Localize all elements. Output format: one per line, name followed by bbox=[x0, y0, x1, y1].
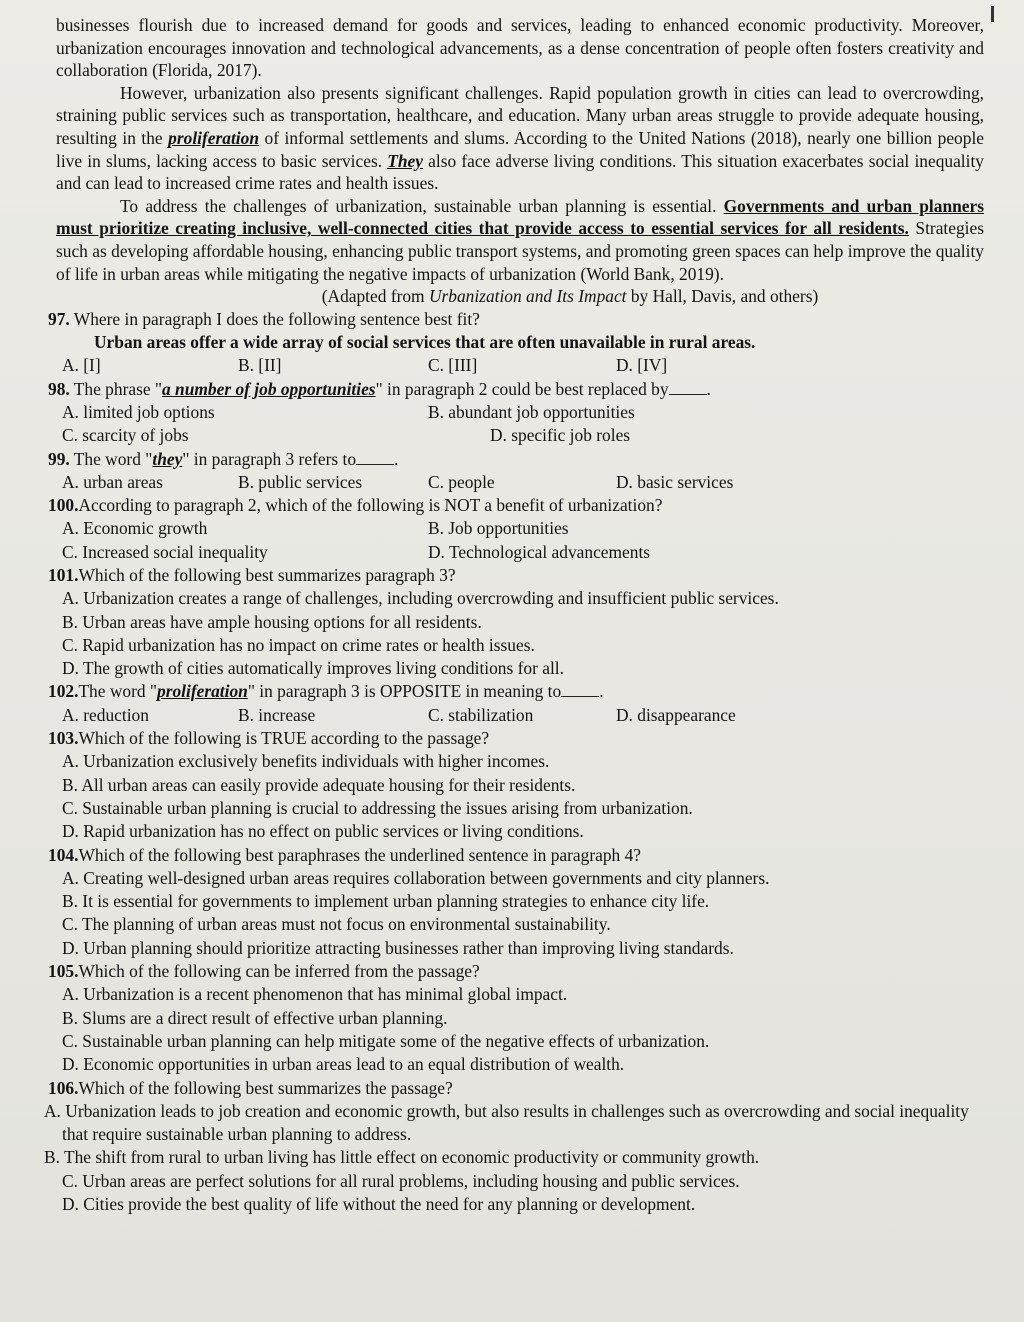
question-98 bbox=[48, 378, 984, 448]
q102-blank bbox=[561, 682, 599, 697]
question-101 bbox=[48, 564, 984, 680]
p2-line-2: Moreover, urbanization encourages innovation and technological advancements, as a dense concentration of people bbox=[56, 15, 984, 58]
p3-proliferation: proliferation bbox=[168, 127, 259, 148]
p4-text-a: To address the challenges of urbanization, sustainable urban planning is essential. bbox=[120, 195, 724, 216]
q106-option-b[interactable]: B. The shift from rural to urban living has little effect on economic productivity or community growth. bbox=[44, 1147, 760, 1168]
q99-blank bbox=[356, 450, 394, 465]
q98-option-c[interactable]: C. scarcity of jobs bbox=[62, 425, 189, 446]
p4-underlined-sentence: Governments and urban planners must prioritize creating inclusive, well-connected cities that provide access to essential services for all residents. bbox=[56, 195, 985, 239]
q97-option-c[interactable]: C. [III] bbox=[428, 355, 478, 376]
q99-stem-b: " in paragraph 3 refers to bbox=[182, 448, 357, 469]
q98-option-d[interactable]: D. specific job roles bbox=[490, 425, 631, 446]
p2-line-3: often fosters creativity and collaboration (Florida, 2017). bbox=[56, 37, 985, 81]
q106-options bbox=[44, 1100, 984, 1216]
q102-options bbox=[62, 704, 984, 727]
passage-source bbox=[156, 285, 984, 308]
pen-mark bbox=[991, 6, 994, 22]
q103-option-c[interactable]: C. Sustainable urban planning is crucial to addressing the issues arising from urbanization. bbox=[62, 797, 693, 818]
q99-stem-end: . bbox=[394, 448, 399, 469]
q98-options-row-1 bbox=[62, 401, 984, 424]
q102-option-d[interactable]: D. disappearance bbox=[616, 704, 736, 725]
q104-options bbox=[62, 867, 984, 960]
q105-option-c[interactable]: C. Sustainable urban planning can help mitigate some of the negative effects of urbanization. bbox=[62, 1030, 710, 1051]
q98-option-b[interactable]: B. abundant job opportunities bbox=[428, 401, 635, 422]
q101-option-c[interactable]: C. Rapid urbanization has no impact on crime rates or health issues. bbox=[62, 634, 535, 655]
q97-option-d[interactable]: D. [IV] bbox=[616, 355, 668, 376]
q105-options bbox=[62, 983, 984, 1076]
q100-option-c[interactable]: C. Increased social inequality bbox=[62, 541, 268, 562]
q105-option-b[interactable]: B. Slums are a direct result of effective urban planning. bbox=[62, 1007, 448, 1028]
question-106 bbox=[44, 1077, 984, 1217]
q98-number: 98. bbox=[48, 378, 70, 399]
q106-option-c[interactable]: C. Urban areas are perfect solutions for all rural problems, including housing and public services. bbox=[62, 1170, 740, 1191]
q98-stem-end: . bbox=[706, 378, 711, 399]
q100-option-a[interactable]: A. Economic growth bbox=[62, 518, 208, 539]
q99-options bbox=[62, 471, 984, 494]
q103-option-b[interactable]: B. All urban areas can easily provide adequate housing for their residents. bbox=[62, 774, 576, 795]
q99-word: they bbox=[152, 448, 183, 469]
q99-option-a[interactable]: A. urban areas bbox=[62, 471, 163, 492]
q106-option-a[interactable]: A. Urbanization leads to job creation and economic growth, but also results in challenges such as overcrowding and social inequality that require sustainable urban planning to address. bbox=[44, 1100, 969, 1145]
paragraph-3 bbox=[56, 82, 984, 195]
q104-number: 104. bbox=[48, 844, 79, 865]
question-102 bbox=[48, 680, 984, 727]
q101-stem: Which of the following best summarizes paragraph 3? bbox=[78, 564, 456, 585]
q103-number: 103. bbox=[48, 728, 79, 749]
q103-option-d[interactable]: D. Rapid urbanization has no effect on public services or living conditions. bbox=[62, 821, 584, 842]
passage bbox=[56, 14, 984, 285]
q102-number: 102. bbox=[48, 681, 79, 702]
source-title: Urbanization and Its Impact bbox=[428, 286, 627, 307]
q106-option-d[interactable]: D. Cities provide the best quality of life without the need for any planning or development. bbox=[62, 1194, 696, 1214]
q100-stem: According to paragraph 2, which of the following is NOT a benefit of urbanization? bbox=[78, 495, 663, 516]
q97-option-b[interactable]: B. [II] bbox=[238, 355, 282, 376]
q104-option-d[interactable]: D. Urban planning should prioritize attracting businesses rather than improving living standards. bbox=[62, 937, 734, 958]
q99-option-d[interactable]: D. basic services bbox=[616, 471, 734, 492]
q105-option-a[interactable]: A. Urbanization is a recent phenomenon that has minimal global impact. bbox=[62, 984, 568, 1005]
q106-stem: Which of the following best summarizes the passage? bbox=[78, 1077, 453, 1098]
paragraph-4 bbox=[56, 195, 984, 285]
q100-option-d[interactable]: D. Technological advancements bbox=[428, 541, 651, 562]
q103-stem: Which of the following is TRUE according to the passage? bbox=[78, 728, 490, 749]
paragraph-2-tail bbox=[56, 14, 984, 82]
q97-stem: Where in paragraph I does the following sentence best fit? bbox=[73, 308, 480, 329]
q102-option-b[interactable]: B. increase bbox=[238, 704, 316, 725]
q103-options bbox=[62, 750, 984, 843]
question-105 bbox=[48, 960, 984, 1076]
q98-phrase: a number of job opportunities bbox=[162, 378, 376, 399]
question-103 bbox=[48, 727, 984, 843]
q97-number: 97. bbox=[48, 308, 70, 329]
q99-number: 99. bbox=[48, 448, 70, 469]
q100-options-row-1 bbox=[62, 517, 984, 540]
q102-word: proliferation bbox=[157, 681, 248, 702]
p3-they: They bbox=[387, 150, 423, 171]
q103-option-a[interactable]: A. Urbanization exclusively benefits individuals with higher incomes. bbox=[62, 751, 550, 772]
q98-option-a[interactable]: A. limited job options bbox=[62, 401, 215, 422]
q105-stem: Which of the following can be inferred from the passage? bbox=[78, 961, 480, 982]
p3-text-b: of informal settlements and slums. According to the United Nations (2018), nearly one billion people live in slums, lacking access to basic services. bbox=[56, 127, 984, 171]
q99-stem-a: The word " bbox=[73, 448, 153, 469]
q97-option-a[interactable]: A. [I] bbox=[62, 355, 101, 376]
question-99 bbox=[48, 448, 984, 495]
q97-sentence: Urban areas offer a wide array of social services that are often unavailable in rural areas. bbox=[94, 332, 756, 353]
q105-option-d[interactable]: D. Economic opportunities in urban areas lead to an equal distribution of wealth. bbox=[62, 1054, 625, 1075]
p3-text-a: However, urbanization also presents significant challenges. Rapid population growth in cities can lead to overcrowding, straining public services such as transportation, healthcare, and education. Many urban areas struggle to provide adequate housing, resulting in the bbox=[56, 82, 984, 148]
q100-option-b[interactable]: B. Job opportunities bbox=[428, 518, 569, 539]
q98-stem-b: " in paragraph 2 could be best replaced by bbox=[375, 378, 669, 399]
q99-option-b[interactable]: B. public services bbox=[238, 471, 363, 492]
q100-number: 100. bbox=[48, 495, 79, 516]
q98-blank bbox=[669, 380, 707, 395]
q104-option-c[interactable]: C. The planning of urban areas must not focus on environmental sustainability. bbox=[62, 914, 611, 935]
question-97 bbox=[48, 308, 984, 378]
q106-number: 106. bbox=[48, 1077, 79, 1098]
q105-number: 105. bbox=[48, 961, 79, 982]
p4-text-b: Strategies such as developing affordable housing, enhancing public transport systems, and promoting green spaces can help improve the quality of life in urban areas while mitigating the negative impacts of urbanization (World Bank, 2019). bbox=[56, 218, 984, 284]
question-104 bbox=[48, 844, 984, 960]
q102-stem-b: " in paragraph 3 is OPPOSITE in meaning to bbox=[247, 681, 562, 702]
q102-stem-end: . bbox=[599, 681, 604, 702]
q104-stem: Which of the following best paraphrases the underlined sentence in paragraph 4? bbox=[78, 844, 642, 865]
q101-number: 101. bbox=[48, 564, 79, 585]
q101-option-b[interactable]: B. Urban areas have ample housing options for all residents. bbox=[62, 611, 482, 632]
q99-option-c[interactable]: C. people bbox=[428, 471, 495, 492]
p2-line-1: businesses flourish due to increased demand for goods and services, leading to enhanced economic productivity. bbox=[56, 15, 903, 35]
q97-options bbox=[62, 354, 984, 377]
q102-option-a[interactable]: A. reduction bbox=[62, 704, 149, 725]
q100-options-row-2 bbox=[62, 541, 984, 564]
source-suffix: by Hall, Davis, and others) bbox=[626, 286, 819, 307]
q102-option-c[interactable]: C. stabilization bbox=[428, 704, 534, 725]
q104-option-b[interactable]: B. It is essential for governments to implement urban planning strategies to enhance city life. bbox=[62, 891, 710, 912]
q98-options-row-2 bbox=[62, 424, 984, 447]
p3-text-c: also face adverse living conditions. This situation exacerbates social inequality and can lead to increased crime rates and health issues. bbox=[56, 150, 984, 194]
q101-option-d[interactable]: D. The growth of cities automatically improves living conditions for all. bbox=[62, 658, 564, 679]
source-prefix: (Adapted from bbox=[321, 286, 429, 307]
q101-options bbox=[62, 587, 984, 680]
q102-stem-a: The word " bbox=[78, 681, 158, 702]
q98-stem-a: The phrase " bbox=[73, 378, 163, 399]
q104-option-a[interactable]: A. Creating well-designed urban areas requires collaboration between governments and city planners. bbox=[62, 867, 770, 888]
q101-option-a[interactable]: A. Urbanization creates a range of challenges, including overcrowding and insufficient public services. bbox=[62, 588, 779, 609]
question-100 bbox=[48, 494, 984, 564]
